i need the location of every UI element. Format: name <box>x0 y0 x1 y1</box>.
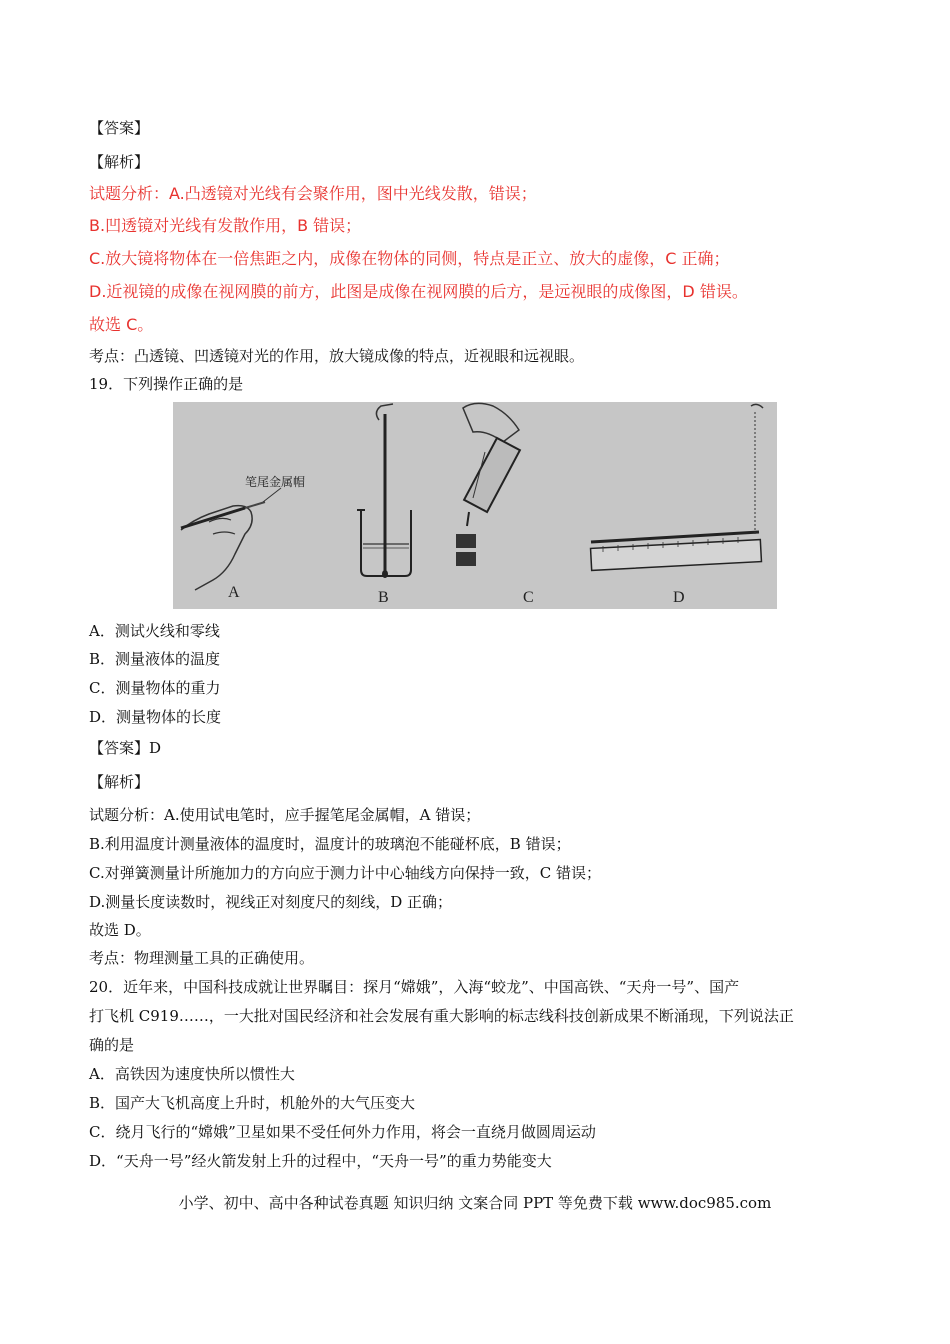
q18-analysis-line: C.放大镜将物体在一倍焦距之内，成像在物体的同侧，特点是正立、放大的虚像，C 正确； <box>89 249 730 268</box>
q19-analysis-line: 故选 D。 <box>89 921 151 939</box>
q19-question: 19．下列操作正确的是 <box>89 375 244 393</box>
page-footer: 小学、初中、高中各种试卷真题 知识归纳 文案合同 PPT 等免费下载 www.doc985.com <box>178 1194 772 1212</box>
q19-option-d: D．测量物体的长度 <box>89 708 222 726</box>
q20-option-c: C．绕月飞行的“嫦娥”卫星如果不受任何外力作用，将会一直绕月做圆周运动 <box>89 1123 596 1141</box>
q19-kaodian: 考点：物理测量工具的正确使用。 <box>89 949 315 967</box>
q19-option-a: A．测试火线和零线 <box>89 622 220 640</box>
figure-label-b: B <box>378 589 389 606</box>
q19-analysis-label: 【解析】 <box>89 773 150 791</box>
q19-figure <box>173 402 777 609</box>
q18-analysis-line: D.近视镜的成像在视网膜的前方，此图是成像在视网膜的后方，是远视眼的成像图，D 错误。 <box>89 282 748 301</box>
q20-option-a: A．高铁因为速度快所以惯性大 <box>89 1065 295 1083</box>
q19-analysis-line: C.对弹簧测量计所施加力的方向应于测力计中心轴线方向保持一致，C 错误； <box>89 864 601 882</box>
q18-analysis-line: 故选 C。 <box>89 315 154 334</box>
q18-kaodian: 考点：凸透镜、凹透镜对光的作用，放大镜成像的特点，近视眼和远视眼。 <box>89 347 585 365</box>
figure-label-d: D <box>673 589 685 606</box>
q19-option-c: C．测量物体的重力 <box>89 679 221 697</box>
figure-label-a: A <box>228 584 240 601</box>
ruler-illustration <box>591 404 763 606</box>
q18-analysis-label: 【解析】 <box>89 153 150 171</box>
hand-with-test-pen-illustration <box>181 474 305 601</box>
q20-question-line: 20．近年来，中国科技成就让世界瞩目：探月“嫦娥”，入海“蛟龙”、中国高铁、“天舟一号”、国产 <box>89 978 740 996</box>
pen-cap-label: 笔尾金属帽 <box>245 475 306 489</box>
q18-answer-label: 【答案】 <box>89 119 150 137</box>
q19-analysis-line: B.利用温度计测量液体的温度时，温度计的玻璃泡不能碰杯底，B 错误； <box>89 835 571 853</box>
q18-analysis-line: B.凹透镜对光线有发散作用，B 错误； <box>89 216 362 235</box>
q20-option-b: B．国产大飞机高度上升时，机舱外的大气压变大 <box>89 1094 416 1112</box>
q18-analysis-line: 试题分析：A.凸透镜对光线有会聚作用，图中光线发散，错误； <box>89 184 537 203</box>
q20-question-line: 确的是 <box>89 1036 135 1054</box>
q19-analysis-line: D.测量长度读数时，视线正对刻度尺的刻线，D 正确； <box>89 893 453 911</box>
beaker-thermometer-illustration <box>357 404 411 606</box>
q19-analysis-line: 试题分析：A.使用试电笔时，应手握笔尾金属帽，A 错误； <box>89 806 481 824</box>
q20-option-d: D．“天舟一号”经火箭发射上升的过程中，“天舟一号”的重力势能变大 <box>89 1152 552 1170</box>
q19-option-b: B．测量液体的温度 <box>89 650 221 668</box>
q19-answer: 【答案】D <box>89 739 162 757</box>
q20-question-line: 打飞机 C919……，一大批对国民经济和社会发展有重大影响的标志线科技创新成果不断涌现，下列说法正 <box>89 1007 794 1025</box>
spring-scale-illustration <box>456 403 534 606</box>
figure-label-c: C <box>523 589 534 606</box>
